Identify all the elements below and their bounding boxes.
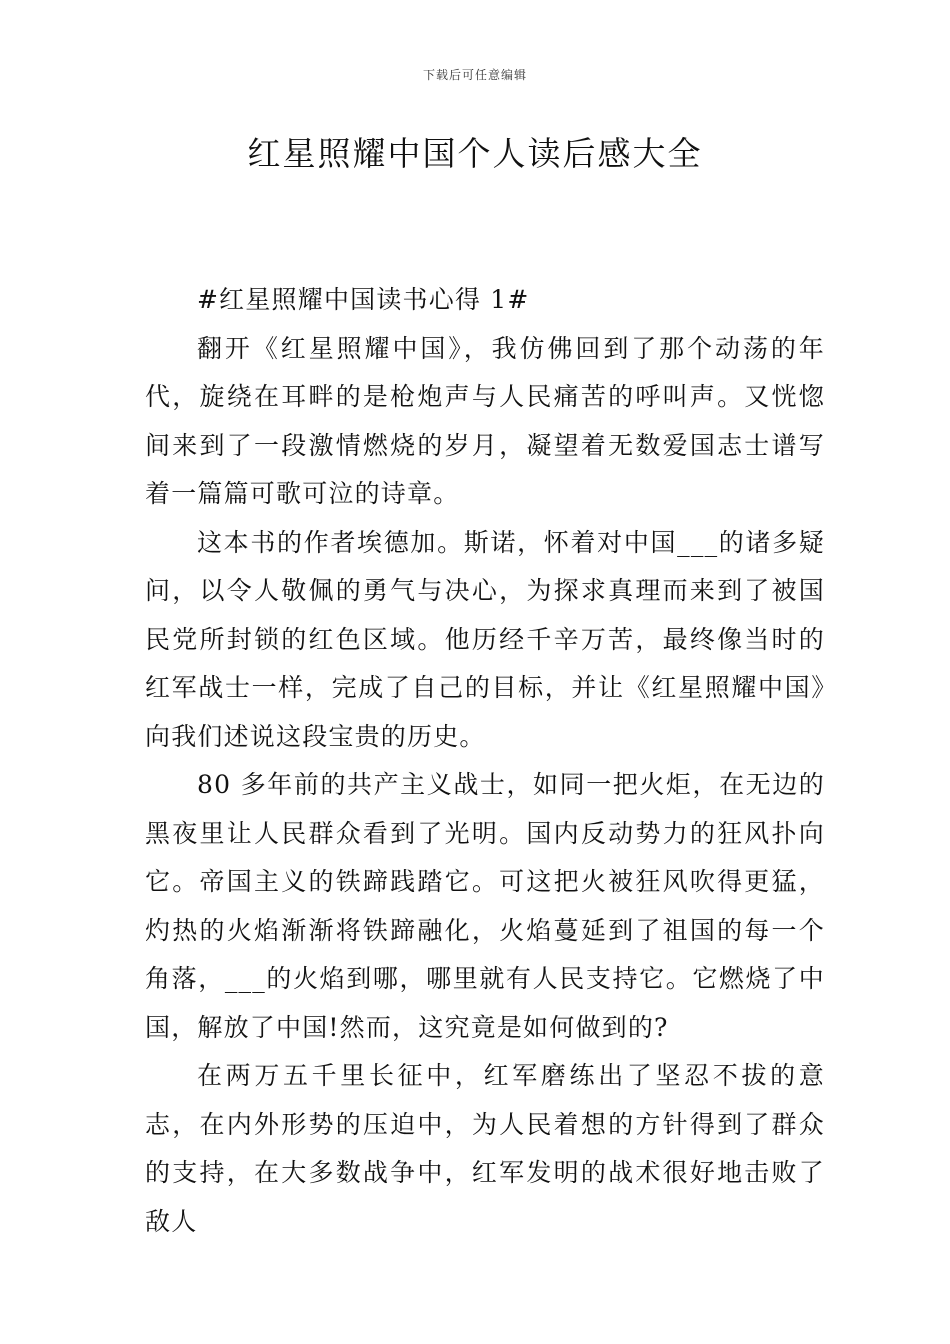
header-note: 下载后可任意编辑 [422,68,527,82]
paragraph: 在两万五千里长征中，红军磨练出了坚忍不拔的意志，在内外形势的压迫中，为人民着想的方针得到了群众的支持，在大多数战争中，红军发明的战术很好地击败了敌人 [145,1061,825,1236]
document-title: 红星照耀中国个人读后感大全 [247,134,703,173]
document-body [145,276,825,1246]
paragraph: 翻开《红星照耀中国》，我仿佛回到了那个动荡的年代，旋绕在耳畔的是枪炮声与人民痛苦的呼叫声。又恍惚间来到了一段激情燃烧的岁月，凝望着无数爱国志士谱写着一篇篇可歌可泣的诗章。 [145,333,825,508]
paragraph: 80 多年前的共产主义战士，如同一把火炬，在无边的黑夜里让人民群众看到了光明。国内反动势力的狂风扑向它。帝国主义的铁蹄践踏它。可这把火被狂风吹得更猛，灼热的火焰渐渐将铁蹄融化，火焰蔓延到了祖国的每一个角落，___的火焰到哪，哪里就有人民支持它。它燃烧了中国，解放了中国!然而，这究竟是如何做到的? [145,770,825,1042]
section-heading: #红星照耀中国读书心得 1# [197,285,530,314]
paragraph: 这本书的作者埃德加。斯诺，怀着对中国___的诸多疑问，以令人敬佩的勇气与决心，为探求真理而来到了被国民党所封锁的红色区域。他历经千辛万苦，最终像当时的红军战士一样，完成了自己的目标，并让《红星照耀中国》向我们述说这段宝贵的历史。 [145,527,825,751]
